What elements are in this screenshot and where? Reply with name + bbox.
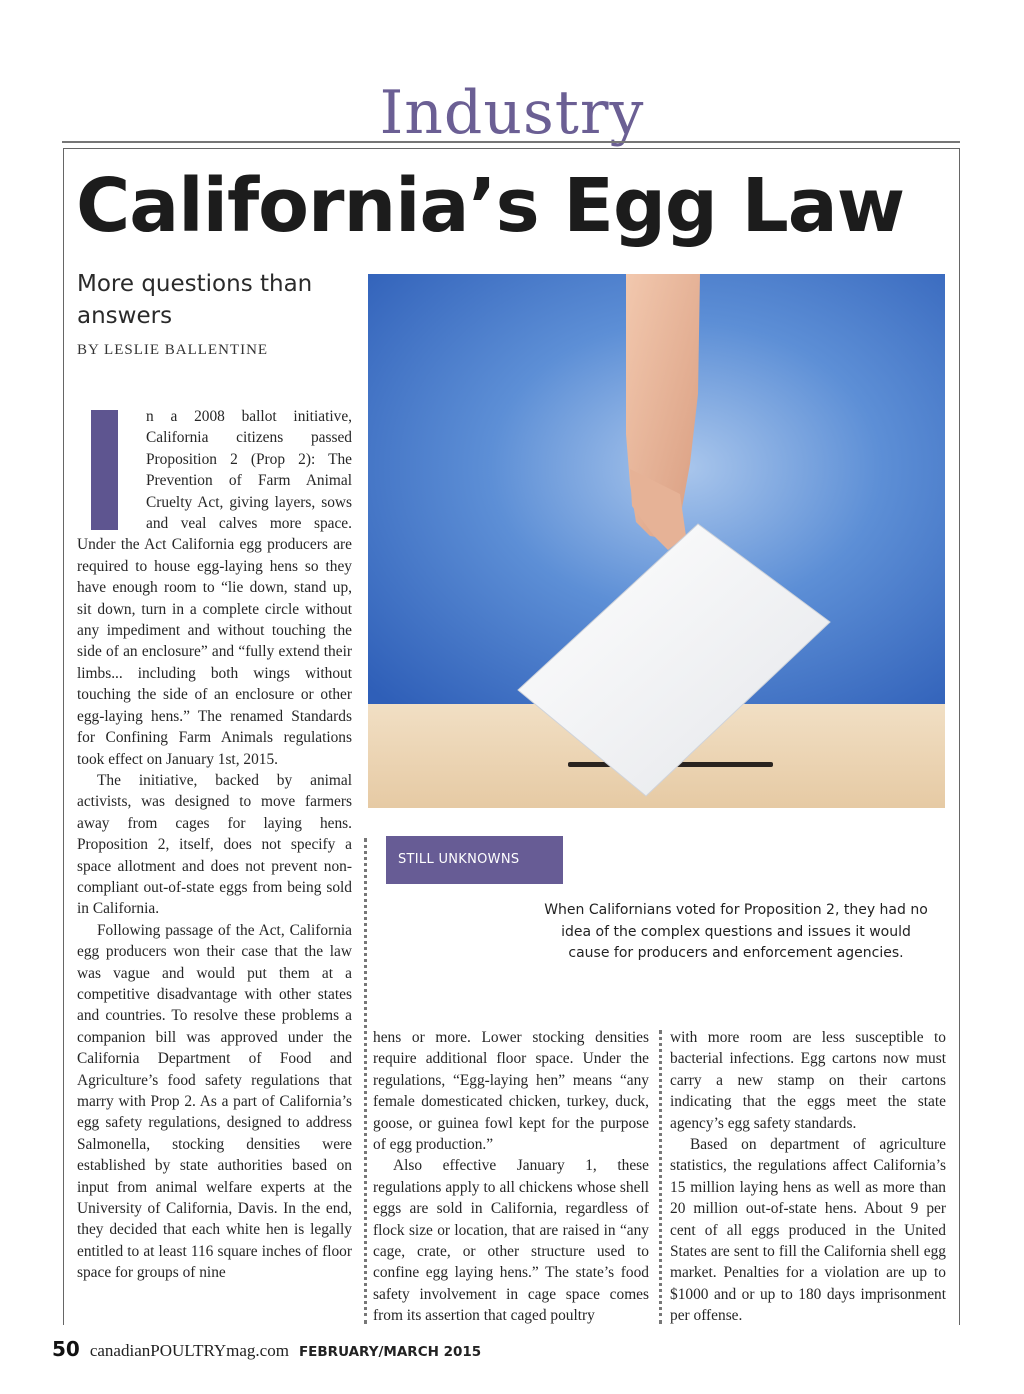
article-title: California’s Egg Law <box>76 163 905 249</box>
page-number: 50 <box>52 1337 80 1361</box>
article-column-1 <box>77 406 352 1284</box>
article-subtitle: More questions than answers <box>77 271 313 329</box>
site-link[interactable]: canadianPOULTRYmag.com <box>89 1341 289 1360</box>
paragraph: Also effective January 1, these regulations apply to all chickens whose shell eggs are sold in California, regardless of flock size or location, that are raised in “any cage, crate, or other structure used to confine egg laying hens.” The state’s food safety involvement in cage space comes from its assertion that caged poultry <box>373 1157 649 1325</box>
paragraph: The initiative, backed by animal activists, was designed to move farmers away from cages for laying hens. Proposition 2, itself, does not specify a space allotment and does not prevent non-compliant out-of-state eggs from being sold in California. <box>77 771 352 918</box>
paragraph: n a 2008 ballot initiative, California citizens passed Proposition 2 (Prop 2): The Prevention of Farm Animal Cruelty Act, giving layers, sows and veal calves more space. Under the Act California egg producers are required to house egg-laying hens so they have enough room to “lie down, stand up, sit down, turn in a complete circle without any impediment and without touching the side of an enclosure” and “fully extend their limbs... including both wings without touching the side of an enclosure or other egg-laying hens.” The renamed Standards for Confining Farm Animals regulations took effect on January 1st, 2015. <box>77 408 352 768</box>
sidebar-tag: STILL UNKNOWNS <box>386 836 563 884</box>
article-column-2 <box>373 1027 649 1327</box>
issue-date: FEBRUARY/MARCH 2015 <box>298 1344 482 1360</box>
column-divider <box>364 838 367 1324</box>
header-rule <box>62 141 960 143</box>
paragraph: Following passage of the Act, California egg producers won their case that the law was vague and would put them at a competitive disadvantage with other states and countries. To resolve these problems a companion bill was approved under the California Department of Food and Agriculture’s food safety regulations that marry with Prop 2. As a part of California’s egg safety regulations, designed to address Salmonella, stocking densities were established by state authorities based on input from animal welfare experts at the University of California, Davis. In the end, they decided that each white hen is legally entitled to at least 116 square inches of floor space for groups of nine <box>77 921 352 1282</box>
photo-caption: When Californians voted for Proposition 2, they had no idea of the complex questions and issues it would cause for producers and enforcement agencies. <box>544 902 928 961</box>
page-footer <box>52 1336 481 1365</box>
byline: BY LESLIE BALLENTINE <box>77 342 269 358</box>
drop-cap <box>91 410 118 530</box>
column-divider <box>659 1030 662 1324</box>
paragraph: hens or more. Lower stocking densities require additional floor space. Under the regulations, “Egg-laying hen” means “any female domesticated chicken, turkey, duck, goose, or guinea fowl kept for the purpose of egg production.” <box>373 1029 649 1154</box>
section-label: Industry <box>379 78 645 148</box>
article-column-3 <box>670 1027 946 1327</box>
paragraph: Based on department of agriculture statistics, the regulations affect California’s 15 million laying hens as well as more than 20 million out-of-state hens. About 9 per cent of all eggs produced in the United States are sent to fill the California shell egg market. Penalties for a violation are up to $1000 and or up to 180 days imprisonment per offense. <box>670 1136 946 1325</box>
paragraph: with more room are less susceptible to bacterial infections. Egg cartons now must carry a new stamp on their cartons indicating that the eggs meet the state agency’s egg safety standards. <box>670 1029 946 1132</box>
ballot-photo <box>368 274 945 808</box>
